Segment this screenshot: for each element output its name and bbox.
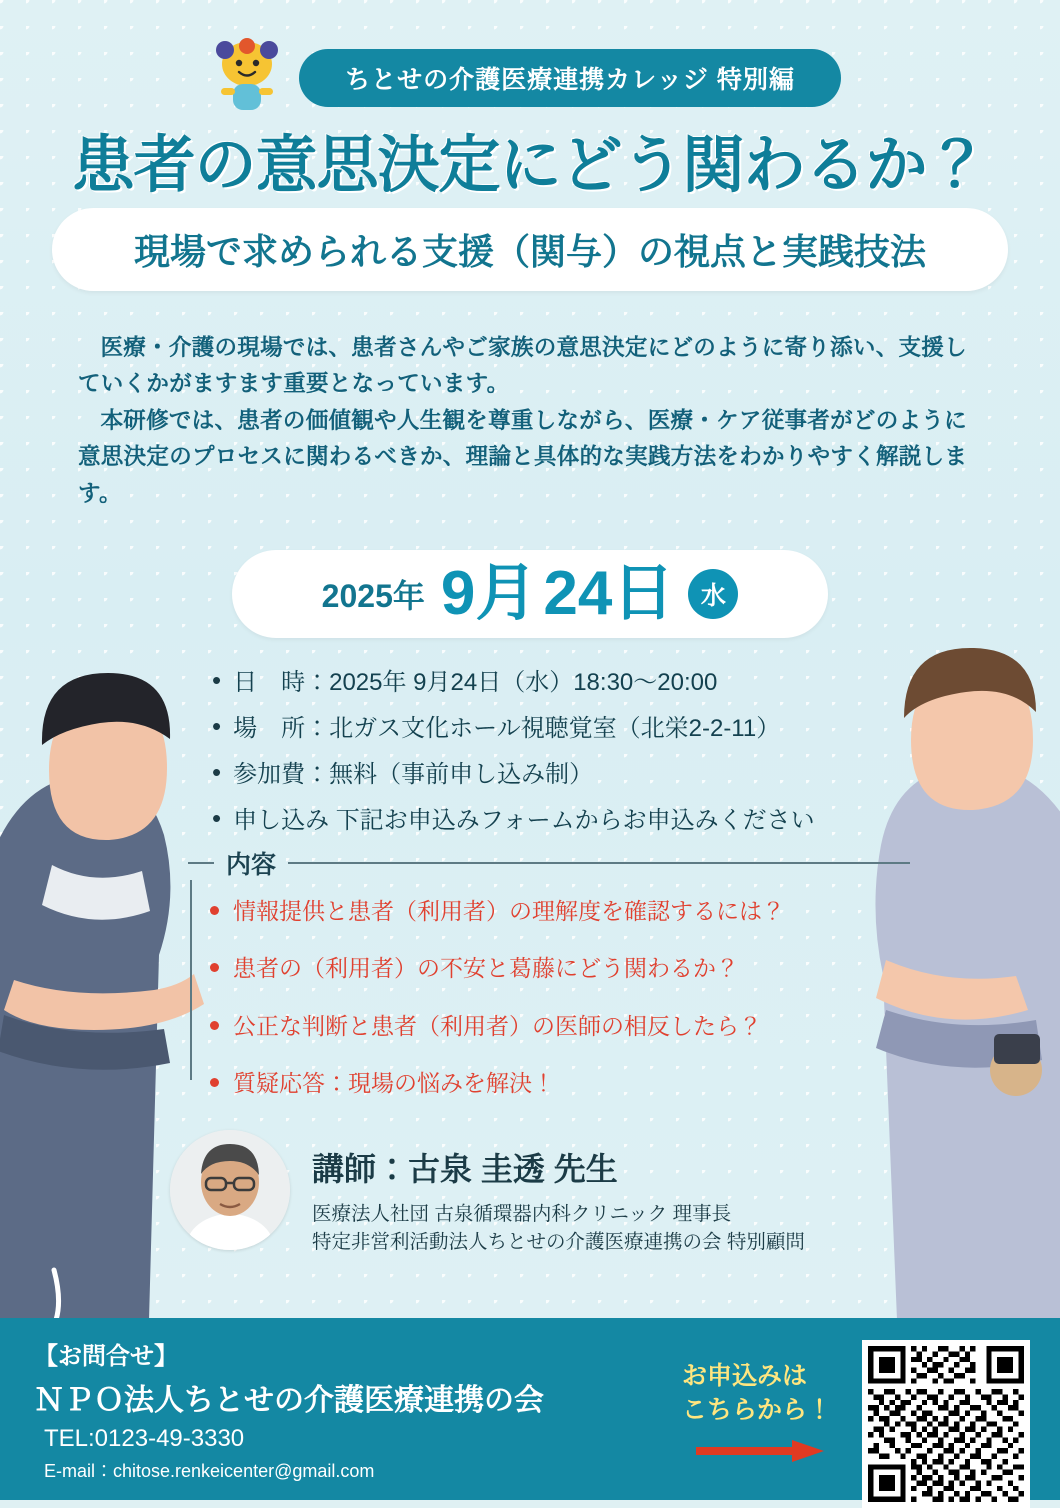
qr-code[interactable] <box>862 1340 1030 1508</box>
date-year: 2025年 <box>321 578 425 614</box>
telephone[interactable]: TEL:0123-49-3330 <box>44 1425 245 1452</box>
bullet-icon: • <box>212 757 222 788</box>
contents-label: 内容 <box>226 851 277 879</box>
lecturer-name: 講師：古泉 圭透 先生 <box>312 1151 618 1187</box>
contents-text: 公正な判断と患者（利用者）の医師の相反したら？ <box>233 1012 762 1039</box>
list-item <box>212 798 940 844</box>
lead-paragraph-2: 本研修では、患者の価値観や人生観を尊重しながら、医療・ケア従事者がどのように意思決定のプロセスに関わるべきか、理論と具体的な実践方法をわかりやすく解説します。 <box>78 407 968 506</box>
header-row <box>0 38 1060 118</box>
list-item <box>212 752 940 798</box>
list-item <box>210 1067 910 1100</box>
info-text: 申し込み 下記お申込みフォームからお申込みください <box>233 807 815 835</box>
event-date-pill <box>232 550 828 638</box>
mascot-character-icon <box>209 38 285 118</box>
contents-text: 情報提供と患者（利用者）の理解度を確認するには？ <box>233 898 785 924</box>
list-item <box>212 660 940 706</box>
email-address[interactable]: E-mail：chitose.renkeicenter@gmail.com <box>44 1461 375 1481</box>
heading-dash <box>188 862 214 864</box>
bullet-dot-icon <box>210 1078 219 1087</box>
lecturer-affiliation-2: 特定非営利活動法人ちとせの介護医療連携の会 特別顧問 <box>312 1231 805 1254</box>
info-text: 参加費：無料（事前申し込み制） <box>233 761 594 789</box>
contents-text: 患者の（利用者）の不安と葛藤にどう関わるか？ <box>233 955 739 982</box>
list-item <box>210 952 910 985</box>
page-subtitle: 現場で求められる支援（関与）の視点と実践技法 <box>133 231 926 272</box>
date-dayofweek-badge: 水 <box>688 569 738 619</box>
contents-list <box>210 895 910 1124</box>
footer-bar <box>0 1318 1060 1500</box>
bullet-icon: • <box>212 711 222 742</box>
lecturer-portrait <box>170 1130 290 1250</box>
list-item <box>210 1010 910 1043</box>
contents-heading <box>188 845 910 881</box>
date-month: 9月 <box>440 559 538 628</box>
heading-rule <box>288 862 910 864</box>
contact-block <box>34 1336 544 1483</box>
lecturer-affiliation-1: 医療法人社団 古泉循環器内科クリニック 理事長 <box>312 1203 732 1225</box>
date-day: 24日 <box>543 559 675 628</box>
apply-callout <box>682 1360 832 1428</box>
contents-left-rule <box>190 880 192 1080</box>
bullet-dot-icon <box>210 963 219 972</box>
bullet-icon: • <box>212 665 222 695</box>
page-title: 患者の意思決定にどう関わるか？ <box>72 131 988 200</box>
event-info-list <box>212 660 940 844</box>
bullet-icon: • <box>212 803 222 834</box>
organization-name: ＮＰＯ法人ちとせの介護医療連携の会 <box>34 1384 544 1417</box>
header-ribbon: ちとせの介護医療連携カレッジ 特別編 <box>299 49 841 107</box>
contents-text: 質疑応答：現場の悩みを解決！ <box>233 1070 555 1097</box>
list-item <box>212 706 940 752</box>
right-arrow-icon <box>696 1440 824 1462</box>
contact-heading: 【お問合せ】 <box>34 1343 178 1370</box>
info-text: 日 時：2025年 9月24日（水）18:30〜20:00 <box>233 669 718 696</box>
lecturer-block <box>170 1130 940 1257</box>
lead-paragraph-1: 医療・介護の現場では、患者さんやご家族の意思決定にどのように寄り添い、支援していくかがますます重要となっています。 <box>78 335 967 397</box>
apply-line-2: こちらから！ <box>681 1395 832 1424</box>
list-item <box>210 895 910 928</box>
subtitle-pill <box>52 208 1008 291</box>
info-text: 場 所：北ガス文化ホール視聴覚室（北栄2-2-11） <box>233 715 781 743</box>
bullet-dot-icon <box>210 906 219 915</box>
bullet-dot-icon <box>210 1021 219 1030</box>
apply-line-1: お申込みは <box>681 1362 807 1390</box>
lead-paragraphs <box>78 330 982 512</box>
lecturer-text <box>312 1130 805 1257</box>
